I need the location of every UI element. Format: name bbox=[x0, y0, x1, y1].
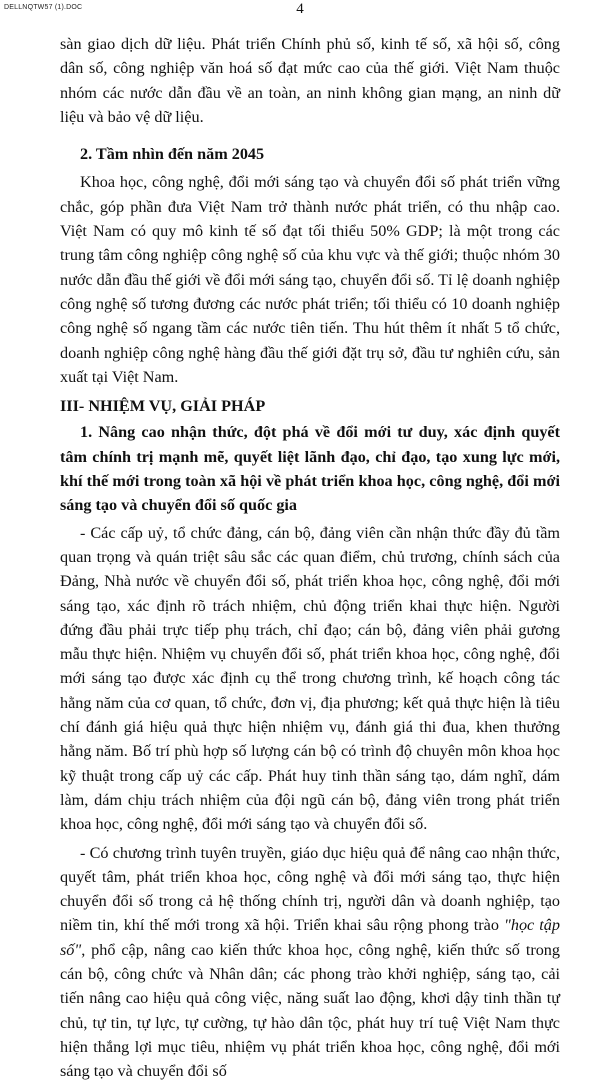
task-1-heading: 1. Nâng cao nhận thức, đột phá về đổi mới tư duy, xác định quyết tâm chính trị mạnh mẽ, quyết liệt lãnh đạo, chỉ đạo, tạo xung lực mới, khí thế mới trong toàn xã hội về phát triển khoa học, công nghệ, đổi mới sáng tạo và chuyển đổi số quốc gia bbox=[60, 420, 560, 517]
page-number: 4 bbox=[0, 0, 600, 18]
document-filename: DELLNQTW57 (1).DOC bbox=[4, 4, 82, 11]
paragraph-b-text-end: , phổ cập, nâng cao kiến thức khoa học, công nghệ, kiến thức số trong cán bộ, công chức và Nhân dân; các phong trào khởi nghiệp, sáng tạo, cải tiến nâng cao hiệu quả công việc, năng suất lao động, khơi dậy tinh thần tự chủ, tự tin, tự lực, tự cường, tự hào dân tộc, phát huy trí tuệ Việt Nam thực hiện thắng lợi mục tiêu, nhiệm vụ phát triển khoa học, công nghệ, đổi mới sáng tạo và chuyển đổi số bbox=[60, 941, 560, 1080]
paragraph-b-text-start: - Có chương trình tuyên truyền, giáo dục hiệu quả để nâng cao nhận thức, quyết tâm, phát triển khoa học, công nghệ và đổi mới sáng tạo, thực hiện chuyển đổi số trong cả hệ thống chính trị, người dân và doanh nghiệp, tạo niềm tin, khí thế mới trong xã hội. Triển khai sâu rộng phong trào bbox=[60, 844, 560, 935]
vision-paragraph: Khoa học, công nghệ, đổi mới sáng tạo và chuyển đổi số phát triển vững chắc, góp phần đưa Việt Nam trở thành nước phát triển, có thu nhập cao. Việt Nam có quy mô kinh tế số đạt tối thiểu 50% GDP; là một trong các trung tâm công nghiệp công nghệ số của khu vực và thế giới; thuộc nhóm 30 nước dẫn đầu thế giới về đổi mới sáng tạo, chuyển đổi số. Tỉ lệ doanh nghiệp công nghệ số tương đương các nước phát triển; tối thiểu có 10 doanh nghiệp công nghệ số ngang tầm các nước tiên tiến. Thu hút thêm ít nhất 5 tổ chức, doanh nghiệp công nghệ hàng đầu thế giới đặt trụ sở, đầu tư nghiên cứu, sản xuất tại Việt Nam. bbox=[60, 170, 560, 389]
intro-paragraph: sàn giao dịch dữ liệu. Phát triển Chính phủ số, kinh tế số, xã hội số, công dân số, công nghiệp văn hoá số đạt mức cao của thế giới. Việt Nam thuộc nhóm các nước dẫn đầu về an toàn, an ninh không gian mạng, an ninh dữ liệu và bảo vệ dữ liệu. bbox=[60, 32, 560, 129]
task-1-paragraph-b bbox=[60, 841, 560, 1083]
section-heading: III- NHIỆM VỤ, GIẢI PHÁP bbox=[60, 394, 560, 418]
vision-heading: 2. Tầm nhìn đến năm 2045 bbox=[60, 142, 560, 166]
emphasis-hoc-tap-so: "học tập số" bbox=[60, 916, 560, 958]
document-body bbox=[60, 32, 560, 1083]
task-1-paragraph-a: - Các cấp uỷ, tổ chức đảng, cán bộ, đảng viên cần nhận thức đầy đủ tầm quan trọng và quán triệt sâu sắc các quan điểm, chủ trương, chính sách của Đảng, Nhà nước về chuyển đổi số, phát triển khoa học, công nghệ, đổi mới sáng tạo, xác định rõ trách nhiệm, chủ động triển khai thực hiện. Người đứng đầu phải trực tiếp phụ trách, chỉ đạo; cán bộ, đảng viên phải gương mẫu thực hiện. Nhiệm vụ chuyển đổi số, phát triển khoa học, công nghệ, đổi mới sáng tạo được xác định cụ thể trong chương trình, kế hoạch công tác hằng năm của cơ quan, tổ chức, đơn vị, địa phương; kết quả thực hiện là tiêu chí đánh giá hiệu quả thực hiện nhiệm vụ, đánh giá thi đua, khen thưởng hằng năm. Bố trí phù hợp số lượng cán bộ có trình độ chuyên môn khoa học kỹ thuật trong cấp uỷ các cấp. Phát huy tinh thần sáng tạo, dám nghĩ, dám làm, dám chịu trách nhiệm của đội ngũ cán bộ, đảng viên trong phát triển khoa học, công nghệ, đổi mới sáng tạo và chuyển đổi số. bbox=[60, 521, 560, 837]
